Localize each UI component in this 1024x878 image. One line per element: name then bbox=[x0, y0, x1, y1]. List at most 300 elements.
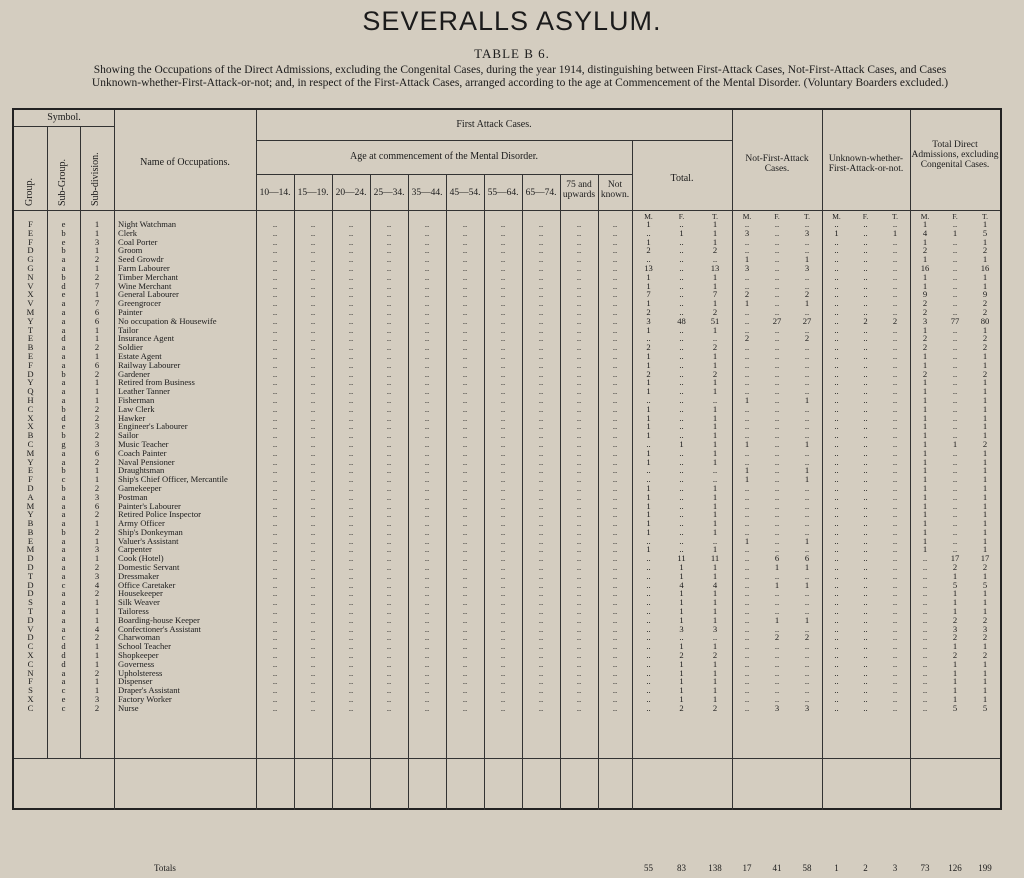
age-cell: .. bbox=[310, 606, 316, 617]
age-cell: .. bbox=[612, 579, 618, 590]
subgroup-cell: a bbox=[61, 553, 66, 564]
age-cell: .. bbox=[272, 254, 278, 265]
age-cell: .. bbox=[272, 219, 278, 229]
nf-cell: .. bbox=[804, 245, 810, 256]
age-cell: .. bbox=[272, 614, 278, 625]
group-cell: C bbox=[27, 403, 34, 414]
ft-cell: 1 bbox=[712, 509, 718, 520]
age-cell: .. bbox=[386, 368, 392, 379]
subgroup-cell: d bbox=[61, 641, 66, 652]
age-cell: .. bbox=[538, 236, 544, 247]
td-cell: 1 bbox=[982, 685, 988, 696]
age-cell: .. bbox=[500, 650, 506, 661]
age-cell: .. bbox=[612, 650, 618, 661]
mft-header: M. bbox=[742, 212, 752, 221]
nf-cell: 2 bbox=[804, 289, 810, 300]
table-row bbox=[14, 361, 1000, 370]
un-cell: .. bbox=[834, 386, 839, 397]
nf-cell: .. bbox=[744, 553, 750, 564]
subgroup-cell: a bbox=[61, 676, 66, 687]
age-cell: .. bbox=[386, 474, 392, 485]
td-cell: 2 bbox=[982, 632, 988, 643]
ft-cell: 1 bbox=[712, 500, 718, 511]
age-cell: .. bbox=[310, 667, 316, 678]
ft-cell: 1 bbox=[646, 280, 651, 291]
td-cell: .. bbox=[952, 421, 958, 432]
age-cell: .. bbox=[612, 518, 618, 529]
nf-cell: 1 bbox=[804, 562, 810, 573]
group-cell: D bbox=[27, 614, 34, 625]
subgroup-cell: b bbox=[61, 245, 66, 256]
age-cell: .. bbox=[424, 535, 430, 546]
age-cell: .. bbox=[348, 262, 354, 273]
un-cell: .. bbox=[863, 342, 868, 353]
td-cell: 80 bbox=[980, 315, 990, 326]
age-cell: .. bbox=[424, 702, 430, 713]
un-cell: .. bbox=[834, 614, 839, 625]
nf-cell: .. bbox=[744, 324, 750, 335]
notfirst-t: 58 bbox=[802, 863, 812, 873]
age-cell: .. bbox=[576, 298, 582, 309]
age-cell: .. bbox=[538, 632, 544, 643]
age-cell: .. bbox=[462, 614, 468, 625]
ft-cell: 1 bbox=[646, 491, 651, 502]
un-cell: .. bbox=[892, 509, 898, 520]
un-cell: .. bbox=[892, 236, 898, 247]
age-cell: .. bbox=[348, 465, 354, 476]
subgroup-cell: c bbox=[61, 579, 66, 590]
td-cell: 1 bbox=[922, 394, 928, 405]
age-cell: .. bbox=[612, 694, 618, 705]
age-cell: .. bbox=[538, 245, 544, 256]
ft-cell: .. bbox=[646, 632, 651, 643]
age-cell: .. bbox=[538, 579, 544, 590]
occupation-name: Boarding-house Keeper bbox=[118, 614, 200, 625]
occupation-name: Nurse bbox=[118, 702, 139, 713]
age-cell: .. bbox=[500, 289, 506, 300]
age-cell: .. bbox=[272, 456, 278, 467]
occupation-name: No occupation & Housewife bbox=[118, 315, 217, 326]
subgroup-cell: a bbox=[61, 456, 66, 467]
age-cell: .. bbox=[462, 526, 468, 537]
nf-cell: .. bbox=[804, 377, 810, 388]
age-col-header: 15—19. bbox=[297, 188, 329, 198]
subdivision-cell: 2 bbox=[94, 509, 100, 520]
nf-cell: .. bbox=[774, 676, 780, 687]
td-cell: 1 bbox=[922, 421, 928, 432]
occupation-name: Retired from Business bbox=[118, 377, 195, 388]
un-cell: .. bbox=[892, 562, 898, 573]
age-cell: .. bbox=[386, 421, 392, 432]
table-row bbox=[14, 651, 1000, 660]
subgroup-cell: a bbox=[61, 588, 66, 599]
age-cell: .. bbox=[272, 315, 278, 326]
ft-cell: .. bbox=[646, 227, 651, 238]
age-cell: .. bbox=[538, 368, 544, 379]
table-row bbox=[14, 484, 1000, 493]
age-col-header: 45—54. bbox=[449, 188, 481, 198]
mft-header: F. bbox=[678, 212, 685, 221]
td-cell: 1 bbox=[922, 509, 928, 520]
age-cell: .. bbox=[272, 306, 278, 317]
occupation-name: Draper's Assistant bbox=[118, 685, 180, 696]
nf-cell: .. bbox=[744, 482, 750, 493]
un-cell: .. bbox=[892, 694, 898, 705]
age-cell: .. bbox=[272, 650, 278, 661]
total-t: 138 bbox=[708, 863, 722, 873]
subgroup-cell: d bbox=[61, 658, 66, 669]
age-cell: .. bbox=[612, 377, 618, 388]
table-row bbox=[14, 387, 1000, 396]
subgroup-cell: a bbox=[61, 518, 66, 529]
age-cell: .. bbox=[424, 236, 430, 247]
td-cell: 5 bbox=[952, 579, 958, 590]
age-cell: .. bbox=[272, 658, 278, 669]
age-cell: .. bbox=[576, 465, 582, 476]
table-row bbox=[14, 589, 1000, 598]
age-col-header: 65—74. bbox=[525, 188, 557, 198]
notfirst-m: 17 bbox=[742, 863, 752, 873]
subdivision-header: Sub-division. bbox=[90, 152, 101, 206]
ft-cell: .. bbox=[679, 412, 684, 423]
age-cell: .. bbox=[348, 570, 354, 581]
td-cell: 1 bbox=[982, 430, 988, 441]
td-cell: .. bbox=[952, 544, 958, 555]
ft-cell: 1 bbox=[679, 588, 684, 599]
td-cell: 2 bbox=[952, 650, 958, 661]
nf-cell: .. bbox=[774, 254, 780, 265]
nf-cell: .. bbox=[774, 456, 780, 467]
occupation-name: Wine Merchant bbox=[118, 280, 172, 291]
age-cell: .. bbox=[538, 271, 544, 282]
age-cell: .. bbox=[576, 632, 582, 643]
nf-cell: .. bbox=[744, 236, 750, 247]
age-cell: .. bbox=[576, 271, 582, 282]
nf-cell: .. bbox=[744, 632, 750, 643]
age-cell: .. bbox=[462, 368, 468, 379]
ft-cell: 1 bbox=[712, 430, 718, 441]
age-cell: .. bbox=[462, 509, 468, 520]
un-cell: .. bbox=[892, 614, 898, 625]
nf-cell: .. bbox=[804, 421, 810, 432]
subgroup-cell: a bbox=[61, 350, 66, 361]
td-cell: 1 bbox=[982, 588, 988, 599]
group-cell: B bbox=[27, 342, 34, 353]
age-cell: .. bbox=[612, 474, 618, 485]
age-cell: .. bbox=[538, 509, 544, 520]
nf-cell: 1 bbox=[744, 438, 750, 449]
subdivision-cell: 2 bbox=[94, 482, 100, 493]
age-cell: .. bbox=[272, 667, 278, 678]
age-cell: .. bbox=[462, 289, 468, 300]
group-cell: M bbox=[26, 544, 35, 555]
nf-cell: .. bbox=[774, 236, 780, 247]
occupation-name: Shopkeeper bbox=[118, 650, 159, 661]
age-cell: .. bbox=[462, 280, 468, 291]
age-cell: .. bbox=[576, 227, 582, 238]
un-cell: .. bbox=[863, 474, 868, 485]
td-cell: .. bbox=[952, 412, 958, 423]
un-cell: .. bbox=[892, 658, 898, 669]
occupation-name: Valuer's Assistant bbox=[118, 535, 179, 546]
subgroup-cell: a bbox=[61, 447, 66, 458]
td-cell: 1 bbox=[952, 676, 958, 687]
age-cell: .. bbox=[424, 368, 430, 379]
age-cell: .. bbox=[462, 350, 468, 361]
ft-cell: 48 bbox=[677, 315, 686, 326]
age-cell: .. bbox=[538, 562, 544, 573]
age-cell: .. bbox=[348, 544, 354, 555]
ft-cell: 1 bbox=[712, 606, 718, 617]
age-cell: .. bbox=[500, 298, 506, 309]
td-cell: .. bbox=[952, 262, 958, 273]
ft-cell: .. bbox=[679, 500, 684, 511]
subgroup-cell: a bbox=[61, 623, 66, 634]
age-cell: .. bbox=[310, 632, 316, 643]
un-cell: 1 bbox=[892, 227, 898, 238]
nf-cell: 2 bbox=[804, 632, 810, 643]
age-cell: .. bbox=[386, 535, 392, 546]
age-cell: .. bbox=[386, 333, 392, 344]
age-cell: .. bbox=[612, 421, 618, 432]
ft-cell: .. bbox=[679, 632, 684, 643]
un-cell: .. bbox=[863, 641, 868, 652]
age-cell: .. bbox=[538, 667, 544, 678]
td-cell: 1 bbox=[952, 667, 958, 678]
age-cell: .. bbox=[272, 236, 278, 247]
age-cell: .. bbox=[310, 579, 316, 590]
age-cell: .. bbox=[386, 254, 392, 265]
subdivision-cell: 1 bbox=[94, 350, 100, 361]
un-cell: .. bbox=[863, 588, 868, 599]
group-cell: E bbox=[27, 227, 34, 238]
nf-cell: .. bbox=[744, 377, 750, 388]
age-cell: .. bbox=[310, 280, 316, 291]
un-cell: .. bbox=[892, 394, 898, 405]
td-cell: .. bbox=[952, 342, 958, 353]
age-col-header: 35—44. bbox=[411, 188, 443, 198]
td-cell: 1 bbox=[922, 438, 928, 449]
un-cell: .. bbox=[863, 658, 868, 669]
un-cell: .. bbox=[863, 544, 868, 555]
age-cell: .. bbox=[612, 658, 618, 669]
age-cell: .. bbox=[500, 368, 506, 379]
un-cell: .. bbox=[892, 588, 898, 599]
nf-cell: .. bbox=[774, 641, 780, 652]
direct-t: 199 bbox=[978, 863, 992, 873]
ft-cell: 1 bbox=[646, 509, 651, 520]
age-cell: .. bbox=[424, 271, 430, 282]
td-cell: 2 bbox=[982, 342, 988, 353]
age-cell: .. bbox=[310, 535, 316, 546]
subdivision-cell: 1 bbox=[94, 394, 100, 405]
nf-cell: .. bbox=[744, 562, 750, 573]
occupation-name: Dressmaker bbox=[118, 570, 160, 581]
age-cell: .. bbox=[348, 456, 354, 467]
subgroup-cell: e bbox=[61, 421, 66, 432]
age-cell: .. bbox=[272, 474, 278, 485]
subgroup-cell: g bbox=[61, 438, 66, 449]
un-cell: .. bbox=[834, 377, 839, 388]
age-cell: .. bbox=[272, 289, 278, 300]
td-cell: 1 bbox=[982, 280, 988, 291]
un-cell: .. bbox=[834, 650, 839, 661]
td-cell: 3 bbox=[982, 623, 988, 634]
un-cell: .. bbox=[834, 535, 839, 546]
subgroup-cell: a bbox=[61, 509, 66, 520]
td-cell: .. bbox=[952, 271, 958, 282]
nf-cell: .. bbox=[774, 500, 780, 511]
age-cell: .. bbox=[462, 403, 468, 414]
age-cell: .. bbox=[538, 394, 544, 405]
un-cell: 2 bbox=[863, 315, 868, 326]
table-row bbox=[14, 238, 1000, 247]
un-cell: .. bbox=[834, 456, 839, 467]
age-cell: .. bbox=[386, 219, 392, 229]
age-cell: .. bbox=[538, 685, 544, 696]
td-cell: 1 bbox=[982, 377, 988, 388]
ft-cell: .. bbox=[712, 394, 718, 405]
ft-cell: 1 bbox=[712, 227, 718, 238]
age-cell: .. bbox=[386, 579, 392, 590]
age-cell: .. bbox=[576, 359, 582, 370]
age-cell: .. bbox=[538, 403, 544, 414]
occupation-name: Cook (Hotel) bbox=[118, 553, 164, 564]
td-cell: 1 bbox=[922, 324, 928, 335]
occupation-name: Groom bbox=[118, 245, 143, 256]
age-cell: .. bbox=[538, 289, 544, 300]
age-cell: .. bbox=[538, 491, 544, 502]
ft-cell: 2 bbox=[646, 342, 651, 353]
age-cell: .. bbox=[348, 359, 354, 370]
age-cell: .. bbox=[348, 474, 354, 485]
td-cell: .. bbox=[952, 377, 958, 388]
age-cell: .. bbox=[538, 342, 544, 353]
group-cell: V bbox=[27, 280, 34, 291]
age-cell: .. bbox=[310, 676, 316, 687]
age-cell: .. bbox=[424, 421, 430, 432]
age-cell: .. bbox=[272, 482, 278, 493]
ft-cell: .. bbox=[679, 368, 684, 379]
ft-cell: .. bbox=[646, 562, 651, 573]
group-cell: V bbox=[27, 623, 34, 634]
age-cell: .. bbox=[576, 456, 582, 467]
total-m: 55 bbox=[644, 863, 653, 873]
age-cell: .. bbox=[272, 262, 278, 273]
subgroup-cell: a bbox=[61, 359, 66, 370]
td-cell: 1 bbox=[982, 421, 988, 432]
un-cell: .. bbox=[834, 694, 839, 705]
nf-cell: 1 bbox=[804, 298, 810, 309]
td-cell: 1 bbox=[922, 254, 928, 265]
age-cell: .. bbox=[348, 694, 354, 705]
nf-cell: .. bbox=[774, 491, 780, 502]
ft-cell: .. bbox=[679, 535, 684, 546]
un-cell: .. bbox=[863, 254, 868, 265]
un-cell: .. bbox=[834, 526, 839, 537]
nf-cell: .. bbox=[804, 623, 810, 634]
age-cell: .. bbox=[424, 298, 430, 309]
subdivision-cell: 2 bbox=[94, 412, 100, 423]
nf-cell: 1 bbox=[744, 474, 750, 485]
age-cell: .. bbox=[348, 579, 354, 590]
unknown-f: 2 bbox=[863, 863, 868, 873]
td-cell: 1 bbox=[982, 491, 988, 502]
table-description: Showing the Occupations of the Direct Admissions, excluding the Congenital Cases, during the year 1914, distinguishing between First-Attack Cases, Not-First-Attack Cases, and Cases Unknown-whether-First-Attack-or-not; and, in respect of the First-Attack Cases, arranged according to the age at Commencement of the Mental Disorder. (Voluntary Boarders excluded.) bbox=[91, 64, 949, 89]
age-cell: .. bbox=[386, 306, 392, 317]
ft-cell: 2 bbox=[646, 368, 651, 379]
age-cell: .. bbox=[500, 359, 506, 370]
age-cell: .. bbox=[576, 500, 582, 511]
subgroup-cell: d bbox=[61, 412, 66, 423]
td-cell: .. bbox=[952, 403, 958, 414]
age-cell: .. bbox=[612, 438, 618, 449]
group-cell: B bbox=[27, 518, 34, 529]
age-cell: .. bbox=[348, 421, 354, 432]
un-cell: .. bbox=[892, 518, 898, 529]
age-cell: .. bbox=[612, 702, 618, 713]
age-cell: .. bbox=[386, 623, 392, 634]
un-cell: .. bbox=[892, 526, 898, 537]
ft-cell: 1 bbox=[679, 685, 684, 696]
nf-cell: 1 bbox=[744, 465, 750, 476]
subdivision-cell: 1 bbox=[94, 262, 100, 273]
subgroup-cell: a bbox=[61, 394, 66, 405]
subdivision-cell: 1 bbox=[94, 377, 100, 388]
nf-cell: .. bbox=[774, 482, 780, 493]
un-cell: .. bbox=[863, 306, 868, 317]
nf-cell: .. bbox=[744, 456, 750, 467]
age-cell: .. bbox=[348, 245, 354, 256]
nf-cell: .. bbox=[804, 359, 810, 370]
nf-cell: .. bbox=[804, 456, 810, 467]
age-cell: .. bbox=[386, 685, 392, 696]
un-cell: .. bbox=[863, 227, 868, 238]
td-cell: 1 bbox=[982, 236, 988, 247]
ft-cell: 1 bbox=[712, 280, 718, 291]
age-cell: .. bbox=[500, 641, 506, 652]
td-cell: .. bbox=[922, 553, 928, 564]
age-cell: .. bbox=[310, 658, 316, 669]
un-cell: .. bbox=[834, 702, 839, 713]
ft-cell: 1 bbox=[679, 667, 684, 678]
td-cell: .. bbox=[952, 482, 958, 493]
age-cell: .. bbox=[272, 333, 278, 344]
ft-cell: 1 bbox=[712, 562, 718, 573]
age-cell: .. bbox=[500, 236, 506, 247]
un-cell: .. bbox=[863, 386, 868, 397]
td-cell: .. bbox=[952, 526, 958, 537]
ft-cell: 1 bbox=[679, 694, 684, 705]
un-cell: 1 bbox=[834, 227, 839, 238]
nf-cell: .. bbox=[774, 474, 780, 485]
mft-header: M. bbox=[644, 212, 653, 221]
age-cell: .. bbox=[424, 685, 430, 696]
subgroup-cell: a bbox=[61, 386, 66, 397]
age-cell: .. bbox=[424, 623, 430, 634]
occupation-name: Soldier bbox=[118, 342, 143, 353]
nf-cell: .. bbox=[744, 623, 750, 634]
age-cell: .. bbox=[576, 474, 582, 485]
age-cell: .. bbox=[500, 245, 506, 256]
age-cell: .. bbox=[386, 386, 392, 397]
age-cell: .. bbox=[500, 447, 506, 458]
td-cell: 2 bbox=[982, 368, 988, 379]
age-cell: .. bbox=[462, 570, 468, 581]
ft-cell: .. bbox=[646, 438, 651, 449]
ft-cell: 1 bbox=[712, 588, 718, 599]
age-cell: .. bbox=[310, 403, 316, 414]
